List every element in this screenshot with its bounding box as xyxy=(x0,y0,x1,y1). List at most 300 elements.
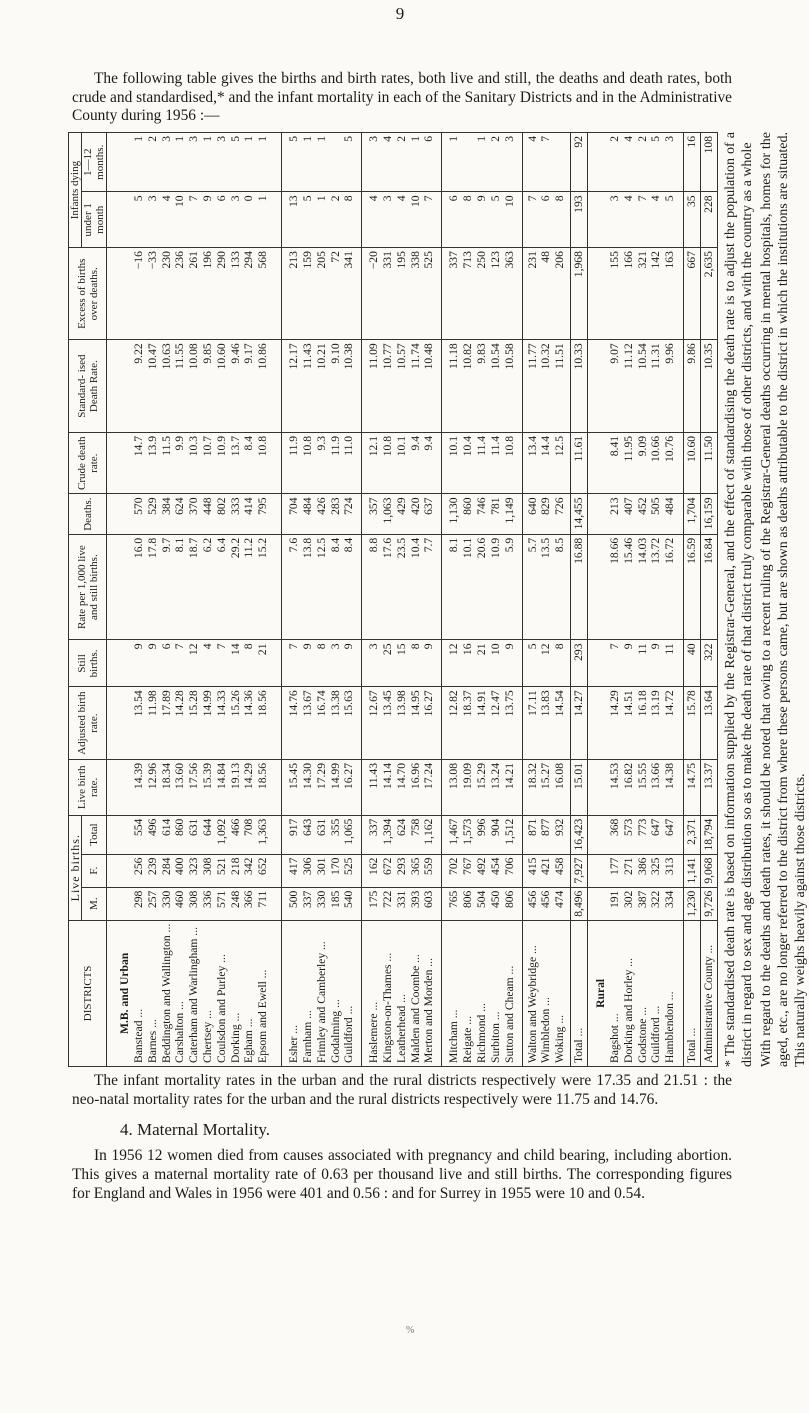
district-name: Haslemere ... xyxy=(367,1001,381,1063)
cell-value: 8 xyxy=(314,643,328,650)
value-cell xyxy=(588,815,684,854)
cell-value: 261 xyxy=(187,251,201,269)
value-cell xyxy=(362,494,442,534)
cell-value: 12.1 xyxy=(367,435,381,457)
cell-value: 325 xyxy=(649,857,663,875)
cell-value: 702 xyxy=(447,857,461,875)
value-cell xyxy=(684,248,701,340)
cell-value: 9 xyxy=(475,195,489,202)
cell-value: 16.84 xyxy=(702,537,716,564)
cell-value: 177 xyxy=(607,857,621,875)
group-spacer xyxy=(594,819,608,851)
cell-value: 568 xyxy=(256,251,270,269)
cell-value: 3 xyxy=(187,136,201,142)
cell-value: 155 xyxy=(607,251,621,269)
cell-value: 14.4 xyxy=(539,435,553,457)
district-name: Reigate ... xyxy=(461,1015,475,1063)
cell-value: 331 xyxy=(394,890,408,909)
district-name: Malden and Coombe ... xyxy=(408,954,422,1063)
value-cell xyxy=(588,534,684,640)
district-name: Merton and Morden ... xyxy=(422,958,436,1063)
group-heading: M.B. and Urban xyxy=(118,952,132,1034)
cell-value: 7 xyxy=(187,195,201,202)
district-name: Guildford ... xyxy=(649,1005,663,1063)
cell-value: 8.1 xyxy=(447,537,461,553)
cell-value: 3 xyxy=(228,195,242,202)
cell-value: 529 xyxy=(145,497,159,515)
cell-value: 1,162 xyxy=(422,818,436,845)
cell-value: 8.8 xyxy=(367,537,381,553)
district-name: Guildford ... xyxy=(342,1005,356,1063)
district-name: Banstead ... xyxy=(131,1008,145,1063)
infant-mortality-text: The infant mortality rates in the urban and the rural districts respectively were 17.35 and 21.51 : the neo-natal mortality rates for the urban and the rural districts respectively were 11.75 and 14.76. xyxy=(72,1072,732,1108)
cell-value: 387 xyxy=(635,890,649,909)
cell-value: 14.27 xyxy=(572,690,586,717)
cell-value: 334 xyxy=(663,890,677,909)
cell-value: 724 xyxy=(342,497,356,515)
births-deaths-table xyxy=(68,132,718,1067)
cell-value: 1,130 xyxy=(447,497,461,524)
value-cell xyxy=(588,133,684,192)
value-cell xyxy=(282,248,362,340)
cell-value: 14.03 xyxy=(635,537,649,564)
cell-value: 370 xyxy=(187,497,201,515)
district-cell xyxy=(684,920,701,1066)
district-name: Richmond ... xyxy=(475,1003,489,1063)
cell-value: 10.08 xyxy=(187,343,201,370)
value-cell xyxy=(362,815,442,854)
cell-value: 271 xyxy=(621,857,635,875)
value-cell xyxy=(442,815,522,854)
cell-value: 10.3 xyxy=(187,435,201,457)
value-cell xyxy=(442,432,522,494)
value-cell xyxy=(442,854,522,887)
cell-value: 407 xyxy=(621,497,635,515)
cell-value: 9.4 xyxy=(422,435,436,451)
value-cell xyxy=(588,687,684,760)
cell-value: 23.5 xyxy=(394,537,408,559)
value-cell xyxy=(282,815,362,854)
cell-value: 8.5 xyxy=(553,537,567,553)
col-adjusted-birth-rate: Adjusted birth rate. xyxy=(69,687,107,760)
value-cell xyxy=(362,760,442,816)
cell-value: 10.8 xyxy=(381,435,395,457)
cell-value: 17.6 xyxy=(381,537,395,559)
cell-value: 14.30 xyxy=(300,763,314,790)
infant-mortality-paragraph xyxy=(72,1072,732,1109)
cell-value: 12.67 xyxy=(367,690,381,717)
cell-value: 13.37 xyxy=(702,763,716,790)
cell-value: 10.66 xyxy=(649,435,663,463)
value-cell xyxy=(522,534,571,640)
cell-value: 142 xyxy=(649,251,663,269)
cell-value: 1 xyxy=(447,136,461,142)
cell-value: 11.2 xyxy=(242,537,256,558)
value-cell xyxy=(442,340,522,433)
cell-value: 15.46 xyxy=(621,537,635,564)
group-spacer xyxy=(594,436,608,491)
cell-value: 14.99 xyxy=(200,690,214,717)
cell-value: 573 xyxy=(621,818,635,837)
cell-value: 10.58 xyxy=(502,343,516,370)
table-row xyxy=(588,133,684,1067)
cell-value: 806 xyxy=(502,890,516,909)
cell-value: 16.27 xyxy=(342,763,356,790)
district-name: Dorking and Horley ... xyxy=(621,958,635,1063)
value-cell xyxy=(362,133,442,192)
rotated-table-container xyxy=(68,132,718,1067)
cell-value: 3 xyxy=(607,195,621,202)
district-name: Epsom and Ewell ... xyxy=(256,969,270,1063)
group-spacer xyxy=(118,858,132,884)
value-cell xyxy=(282,133,362,192)
cell-value: 860 xyxy=(173,818,187,837)
value-cell xyxy=(571,494,588,534)
cell-value: 18.37 xyxy=(461,690,475,717)
value-cell xyxy=(684,192,701,248)
cell-value: 4 xyxy=(200,643,214,650)
cell-value: 647 xyxy=(649,818,663,837)
cell-value: 175 xyxy=(367,890,381,909)
table-row xyxy=(442,133,522,1067)
value-cell xyxy=(362,248,442,340)
cell-value: 15.01 xyxy=(572,763,586,790)
value-cell xyxy=(700,815,717,854)
district-cell xyxy=(571,920,588,1066)
cell-value: −16 xyxy=(131,251,145,270)
value-cell xyxy=(282,432,362,494)
cell-value: 20.6 xyxy=(475,537,489,559)
cell-value: 230 xyxy=(159,251,173,269)
value-cell xyxy=(442,248,522,340)
cell-value: 213 xyxy=(607,497,621,515)
cell-value: 1,968 xyxy=(572,251,586,278)
group-spacer xyxy=(118,763,132,812)
group-spacer xyxy=(118,251,132,336)
cell-value: 9.10 xyxy=(328,343,342,364)
value-cell xyxy=(684,340,701,433)
value-cell xyxy=(282,340,362,433)
cell-value: 415 xyxy=(525,857,539,875)
cell-value: 293 xyxy=(572,643,586,661)
cell-value: 15 xyxy=(394,643,408,656)
value-cell xyxy=(442,133,522,192)
cell-value: 108 xyxy=(702,136,716,154)
cell-value: 18.66 xyxy=(607,537,621,564)
district-name: Egham ... xyxy=(242,1018,256,1063)
cell-value: 12.82 xyxy=(447,690,461,717)
cell-value: 2 xyxy=(488,136,502,142)
group-spacer xyxy=(118,891,132,917)
cell-value: 368 xyxy=(607,818,621,837)
cell-value: 16.74 xyxy=(314,690,328,717)
cell-value: 185 xyxy=(328,890,342,909)
value-cell xyxy=(571,133,588,192)
value-cell xyxy=(107,854,282,887)
cell-value: 5 xyxy=(287,136,301,142)
cell-value: 420 xyxy=(408,497,422,515)
group-spacer xyxy=(594,498,608,531)
cell-value: 1 xyxy=(475,136,489,142)
cell-value: 14.38 xyxy=(663,763,677,790)
cell-value: 14.14 xyxy=(381,763,395,790)
cell-value: 9.46 xyxy=(228,343,242,364)
cell-value: 11.4 xyxy=(488,435,502,456)
cell-value: 11.95 xyxy=(621,435,635,462)
cell-value: 10 xyxy=(173,195,187,208)
cell-value: 3 xyxy=(328,643,342,650)
cell-value: 18.7 xyxy=(187,537,201,559)
cell-value: 5 xyxy=(649,136,663,142)
value-cell xyxy=(684,687,701,760)
cell-value: 133 xyxy=(228,251,242,269)
cell-value: 10.63 xyxy=(159,343,173,370)
cell-value: 386 xyxy=(635,857,649,875)
cell-value: 16.08 xyxy=(553,763,567,790)
cell-value: 13.75 xyxy=(502,690,516,717)
cell-value: 11 xyxy=(635,643,649,655)
cell-value: 123 xyxy=(488,251,502,269)
cell-value: −33 xyxy=(145,251,159,270)
cell-value: 1 xyxy=(242,136,256,142)
cell-value: 5.7 xyxy=(525,537,539,553)
district-cell xyxy=(442,920,522,1066)
group-spacer xyxy=(594,690,608,756)
cell-value: 0 xyxy=(242,195,256,202)
footnotes xyxy=(722,132,808,1067)
cell-value: 10.4 xyxy=(461,435,475,457)
cell-value: 13.38 xyxy=(328,690,342,717)
value-cell xyxy=(107,340,282,433)
cell-value: 2 xyxy=(145,136,159,142)
group-spacer xyxy=(118,644,132,684)
cell-value: 484 xyxy=(300,497,314,515)
scan-mark: % xyxy=(406,1325,415,1336)
cell-value: 11.5 xyxy=(159,435,173,456)
group-spacer xyxy=(118,498,132,531)
cell-value: 8 xyxy=(242,643,256,650)
value-cell xyxy=(700,432,717,494)
cell-value: 7.6 xyxy=(287,537,301,553)
cell-value: 7 xyxy=(422,195,436,202)
district-cell xyxy=(588,920,684,1066)
cell-value: 474 xyxy=(553,890,567,909)
cell-value: 1,394 xyxy=(381,818,395,845)
cell-value: 877 xyxy=(539,818,553,837)
cell-value: 13.4 xyxy=(525,435,539,457)
cell-value: 14.33 xyxy=(214,690,228,717)
cell-value: 765 xyxy=(447,890,461,909)
district-name: Godalming ... xyxy=(328,999,342,1063)
cell-value: 559 xyxy=(422,857,436,875)
cell-value: 11.77 xyxy=(525,343,539,369)
value-cell xyxy=(282,640,362,687)
cell-value: 10.54 xyxy=(488,343,502,370)
cell-value: 333 xyxy=(228,497,242,515)
cell-value: 525 xyxy=(422,251,436,269)
district-name: Frimley and Camberley ... xyxy=(314,941,328,1063)
district-name: Caterham and Warlingham ... xyxy=(187,926,201,1063)
cell-value: 166 xyxy=(621,251,635,269)
group-spacer xyxy=(594,136,608,188)
cell-value: 466 xyxy=(228,818,242,837)
cell-value: 11.50 xyxy=(702,435,716,462)
group-spacer xyxy=(118,195,132,244)
cell-value: 10.8 xyxy=(300,435,314,457)
cell-value: 6.4 xyxy=(214,537,228,553)
cell-value: 746 xyxy=(475,497,489,515)
cell-value: 8.1 xyxy=(173,537,187,553)
cell-value: 8 xyxy=(553,195,567,202)
cell-value: 4 xyxy=(621,136,635,142)
cell-value: 196 xyxy=(200,251,214,269)
value-cell xyxy=(522,133,571,192)
cell-value: 7 xyxy=(607,643,621,650)
value-cell xyxy=(522,340,571,433)
district-name: Mitcham ... xyxy=(447,1009,461,1063)
cell-value: 9.07 xyxy=(607,343,621,364)
cell-value: 672 xyxy=(381,857,395,875)
value-cell xyxy=(684,815,701,854)
cell-value: 206 xyxy=(553,251,567,269)
cell-value: 452 xyxy=(635,497,649,515)
cell-value: 10 xyxy=(502,195,516,208)
cell-value: 1,512 xyxy=(502,818,516,845)
cell-value: 10.9 xyxy=(214,435,228,457)
cell-value: 652 xyxy=(256,857,270,875)
cell-value: 13.7 xyxy=(228,435,242,457)
maternal-mortality-text: In 1956 12 women died from causes associated with pregnancy and child bearing, including abortion. This gives a maternal mortality rate of 0.63 per thousand live and still births. The corresponding figures for England and Wales in 1956 were 401 and 0.56 : and for Surrey in 1955 were 10 and 0.54. xyxy=(72,1147,732,1202)
cell-value: 10.33 xyxy=(572,343,586,370)
cell-value: 342 xyxy=(242,857,256,875)
cell-value: 10.54 xyxy=(635,343,649,370)
cell-value: 1 xyxy=(314,136,328,142)
cell-value: 308 xyxy=(187,890,201,909)
cell-value: 18.56 xyxy=(256,690,270,717)
value-cell xyxy=(362,432,442,494)
cell-value: 290 xyxy=(214,251,228,269)
value-cell xyxy=(700,534,717,640)
cell-value: 17.29 xyxy=(314,763,328,790)
cell-value: 417 xyxy=(287,857,301,875)
cell-value: 9.17 xyxy=(242,343,256,364)
value-cell xyxy=(684,760,701,816)
cell-value: 8 xyxy=(553,643,567,650)
cell-value: 14.51 xyxy=(621,690,635,717)
table-row xyxy=(571,133,588,1067)
cell-value: 15.39 xyxy=(200,763,214,790)
footnote-standardised: * The standardised death rate is based on information supplied by the Registrar-General, and the effect of standardising the death rate is to adjust the population of a district in regard to sex and age distribution so as to make the death rate of that district truly comparable with those of other districts, and with the country as a whole xyxy=(723,132,755,1067)
cell-value: 640 xyxy=(525,497,539,515)
cell-value: 321 xyxy=(635,251,649,269)
cell-value: 8 xyxy=(408,643,422,650)
cell-value: 15.55 xyxy=(635,763,649,790)
cell-value: 12.5 xyxy=(553,435,567,457)
cell-value: 15.26 xyxy=(228,690,242,717)
cell-value: 257 xyxy=(145,890,159,909)
cell-value: 631 xyxy=(187,818,201,837)
value-cell xyxy=(362,887,442,920)
value-cell xyxy=(700,340,717,433)
cell-value xyxy=(461,136,475,188)
cell-value: 14.28 xyxy=(173,690,187,717)
cell-value: 7 xyxy=(635,195,649,202)
value-cell xyxy=(107,248,282,340)
table-row xyxy=(362,133,442,1067)
cell-value: 13.64 xyxy=(702,690,716,717)
value-cell xyxy=(282,494,362,534)
value-cell xyxy=(362,340,442,433)
cell-value: 16.72 xyxy=(663,537,677,564)
district-name: Esher ... xyxy=(287,1025,301,1063)
cell-value: 13.08 xyxy=(447,763,461,790)
cell-value: 14 xyxy=(228,643,242,656)
cell-value: 16.82 xyxy=(621,763,635,790)
cell-value: 13.5 xyxy=(539,537,553,559)
value-cell xyxy=(522,687,571,760)
cell-value: 11.9 xyxy=(328,435,342,456)
cell-value: 92 xyxy=(572,136,586,148)
cell-value: 11.12 xyxy=(621,343,635,369)
cell-value: 393 xyxy=(408,890,422,909)
cell-value: 12 xyxy=(187,643,201,656)
cell-value: 521 xyxy=(214,857,228,875)
table-row xyxy=(522,133,571,1067)
cell-value: 1,065 xyxy=(342,818,356,845)
col-rate-live-still: Rate per 1,000 live and still births. xyxy=(69,534,107,640)
col-crude-death-rate: Crude death rate. xyxy=(69,432,107,494)
cell-value: 2 xyxy=(394,136,408,142)
cell-value: 603 xyxy=(422,890,436,909)
value-cell xyxy=(522,192,571,248)
value-cell xyxy=(571,760,588,816)
cell-value: 6 xyxy=(214,195,228,202)
cell-value: 228 xyxy=(702,195,716,213)
cell-value: 19.13 xyxy=(228,763,242,790)
cell-value: 9 xyxy=(621,643,635,650)
cell-value: 14.29 xyxy=(607,690,621,717)
cell-value: 11.43 xyxy=(300,343,314,369)
value-cell xyxy=(571,854,588,887)
cell-value: 5 xyxy=(488,195,502,202)
value-cell xyxy=(107,133,282,192)
cell-value: 504 xyxy=(475,890,489,909)
cell-value: 13 xyxy=(287,195,301,208)
value-cell xyxy=(362,192,442,248)
district-name: Chertsey ... xyxy=(200,1010,214,1063)
value-cell xyxy=(588,192,684,248)
cell-value: 337 xyxy=(300,890,314,909)
cell-value: 525 xyxy=(342,857,356,875)
cell-value: 10.60 xyxy=(214,343,228,370)
cell-value: 496 xyxy=(145,818,159,837)
value-cell xyxy=(362,687,442,760)
value-cell xyxy=(588,432,684,494)
cell-value: 17.89 xyxy=(159,690,173,717)
cell-value: 484 xyxy=(663,497,677,515)
cell-value: 16.59 xyxy=(685,537,699,564)
cell-value: 16.88 xyxy=(572,537,586,564)
cell-value: 14.21 xyxy=(502,763,516,790)
value-cell xyxy=(588,887,684,920)
cell-value: 4 xyxy=(381,136,395,142)
cell-value: 5 xyxy=(525,643,539,650)
col-m: M. xyxy=(82,887,107,920)
cell-value: 341 xyxy=(342,251,356,269)
district-name: Beddington and Wallington ... xyxy=(159,923,173,1063)
cell-value: 540 xyxy=(342,890,356,909)
cell-value: 170 xyxy=(328,857,342,875)
